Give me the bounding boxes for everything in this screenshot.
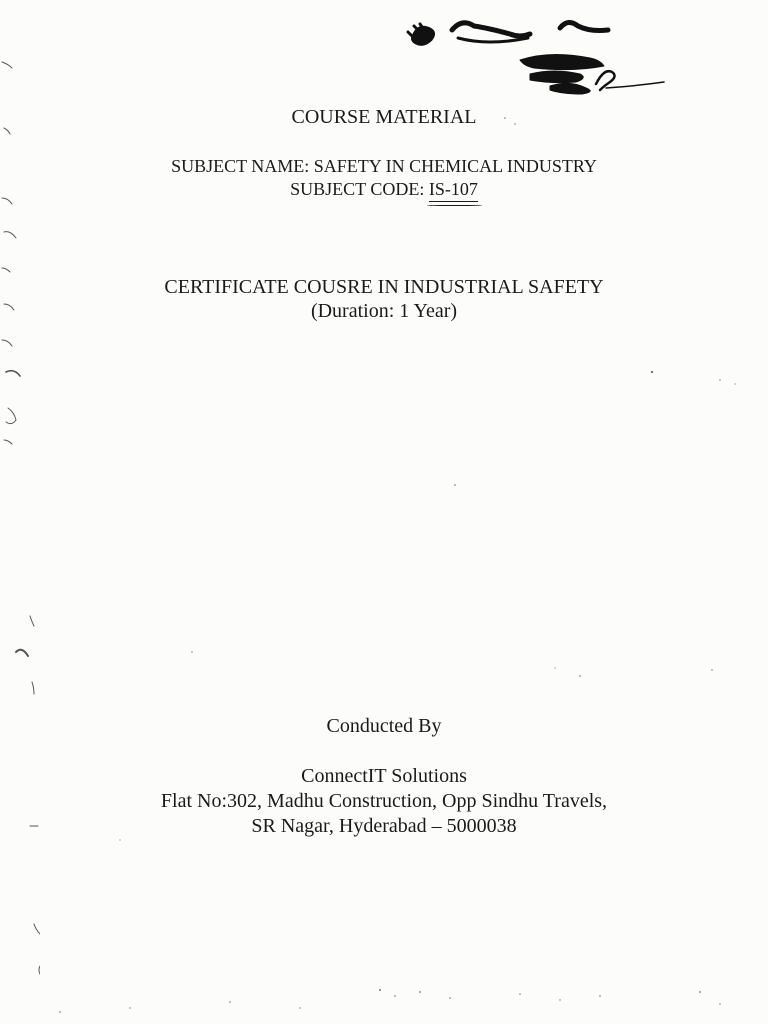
handwritten-scribble (400, 8, 670, 98)
address-line-2: SR Nagar, Hyderabad – 5000038 (251, 815, 517, 837)
conducted-by-label: Conducted By (326, 715, 442, 737)
subject-code-label: SUBJECT CODE: (290, 179, 429, 199)
address-line-1: Flat No:302, Madhu Construction, Opp Sindhu Travels, (160, 790, 608, 812)
subject-code-value: IS-107 (429, 179, 478, 202)
document-heading (0, 106, 768, 129)
subject-code (0, 179, 768, 202)
organization-name: ConnectIT Solutions (301, 765, 467, 787)
certificate-title: CERTIFICATE COUSRE IN INDUSTRIAL SAFETY (164, 276, 604, 298)
subject-name: SUBJECT NAME: SAFETY IN CHEMICAL INDUSTRY (171, 156, 597, 176)
scan-edge-artifacts (0, 0, 40, 1024)
course-duration: (Duration: 1 Year) (310, 300, 458, 322)
heading-text: COURSE MATERIAL (291, 106, 477, 128)
